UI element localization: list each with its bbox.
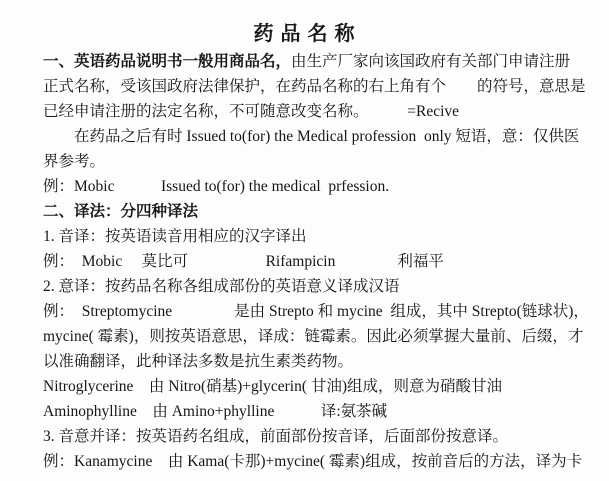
text-line-8 bbox=[43, 224, 581, 249]
line-text: Nitroglycerine 由 Nitro(硝基)+glycerin( 甘油)组成，则意为硝酸甘油 bbox=[43, 378, 503, 395]
text-line-11 bbox=[43, 299, 589, 324]
line-text: 正式名称，受该国政府法律保护，在药品名称的右上角有个 的符号，意思是 bbox=[43, 78, 586, 95]
line-text: 例： Mobic 莫比可 Rifampicin 利福平 bbox=[43, 253, 444, 270]
line-text: 例：Kanamycine 由 Kama(卡那)+mycine( 霉素)组成，按前音后的方法，译为卡 bbox=[43, 453, 583, 470]
text-line-7 bbox=[43, 199, 581, 224]
line-text: Aminophylline 由 Amino+phylline 译:氨茶碱 bbox=[43, 403, 388, 420]
text-line-15 bbox=[43, 399, 581, 424]
page-title: 药 品 名 称 bbox=[253, 23, 356, 45]
text-line-13 bbox=[43, 349, 581, 374]
text-line-10 bbox=[43, 274, 581, 299]
text-line-9 bbox=[43, 249, 581, 274]
text-line-3 bbox=[43, 99, 581, 124]
line-text: 1. 音译：按英语读音用相应的汉字译出 bbox=[43, 228, 307, 245]
text-line-16 bbox=[43, 424, 581, 449]
text-line-1 bbox=[43, 49, 581, 74]
line-text: 由生产厂家向该国政府有关部门申请注册 bbox=[291, 53, 571, 70]
text-line-17 bbox=[43, 449, 581, 474]
text-line-6 bbox=[43, 174, 581, 199]
text-line-4 bbox=[43, 124, 581, 149]
text-line-14 bbox=[43, 374, 581, 399]
text-line-2 bbox=[43, 74, 586, 99]
line-text: 2. 意译：按药品名称各组成部份的英语意义译成汉语 bbox=[43, 278, 400, 295]
section-2-heading: 二、译法：分四种译法 bbox=[43, 203, 199, 220]
text-line-5 bbox=[43, 149, 581, 174]
line-text: 例： Streptomycine 是由 Strepto 和 mycine 组成，其中 Strepto(链球状)， bbox=[43, 303, 589, 320]
line-text: 界参考。 bbox=[43, 153, 106, 170]
line-text: 3. 音意并译：按英语药名组成，前面部份按音译，后面部份按意译。 bbox=[43, 428, 509, 445]
line-text: 已经申请注册的法定名称，不可随意改变名称。 =Recive bbox=[43, 103, 460, 120]
line-text: 在药品之后有时 Issued to(for) the Medical profession only 短语，意：仅供医 bbox=[43, 128, 580, 145]
line-text: 以准确翻译，此种译法多数是抗生素类药物。 bbox=[43, 353, 354, 370]
document-body bbox=[43, 49, 589, 474]
line-text: 例：Mobic Issued to(for) the medical prfession. bbox=[43, 178, 390, 195]
section-1-heading: 一、英语药品说明书一般用商品名， bbox=[43, 53, 292, 70]
line-text: mycine( 霉素)，则按英语意思，译成：链霉素。因此必须掌握大量前、后缀，才 bbox=[43, 328, 584, 345]
text-line-12 bbox=[43, 324, 584, 349]
